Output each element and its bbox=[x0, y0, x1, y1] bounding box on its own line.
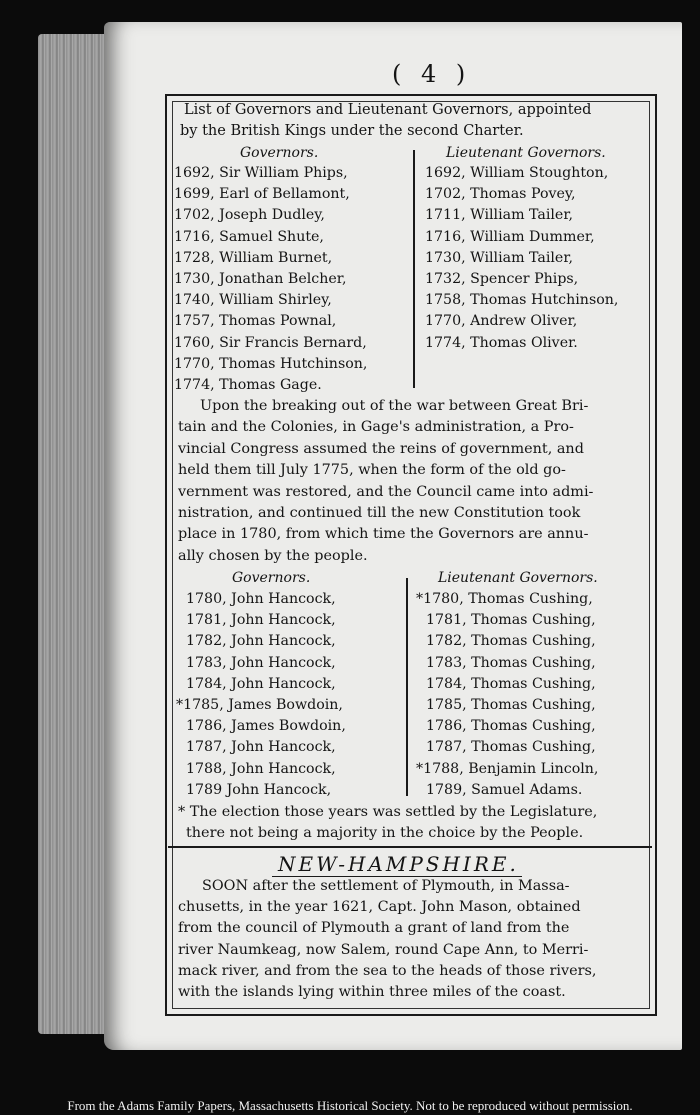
paragraph-line: with the islands lying within three miles of the coast. bbox=[178, 984, 566, 1001]
list-item: 1781, John Hancock, bbox=[186, 612, 336, 629]
paragraph-line: mack river, and from the sea to the heads of those rivers, bbox=[178, 962, 597, 979]
column-divider bbox=[413, 150, 415, 388]
copyright-footer: From the Adams Family Papers, Massachusetts Historical Society. Not to be reproduced without permission. bbox=[67, 1098, 633, 1113]
list-item: 1711, William Tailer, bbox=[425, 207, 574, 224]
list-item: 1787, John Hancock, bbox=[186, 739, 336, 756]
paragraph-line: place in 1780, from which time the Governors are annu- bbox=[178, 526, 589, 543]
list-item: 1784, Thomas Cushing, bbox=[426, 675, 596, 692]
list-item: 1760, Sir Francis Bernard, bbox=[174, 334, 367, 351]
paragraph-line: Upon the breaking out of the war between Great Bri- bbox=[200, 398, 589, 414]
list-item: 1789 John Hancock, bbox=[186, 781, 332, 798]
paragraph-line: chusetts, in the year 1621, Capt. John Mason, obtained bbox=[178, 899, 581, 916]
footnote-line: there not being a majority in the choice by the People. bbox=[186, 825, 584, 841]
list-item: 1770, Andrew Oliver, bbox=[425, 313, 578, 330]
list-item: 1757, Thomas Pownal, bbox=[174, 313, 337, 330]
governors-heading: Governors. bbox=[240, 145, 319, 161]
lt-governors-heading: Lieutenant Governors. bbox=[446, 145, 606, 161]
paragraph-line: vernment was restored, and the Council came into admi- bbox=[178, 483, 594, 500]
list-item: 1782, John Hancock, bbox=[186, 633, 336, 650]
footnote-line: * The election those years was settled by the Legislature, bbox=[178, 804, 598, 820]
list-item: 1732, Spencer Phips, bbox=[425, 271, 579, 288]
book-page-edges bbox=[38, 34, 110, 1034]
list-item: 1692, William Stoughton, bbox=[425, 165, 609, 181]
paragraph-line: nistration, and continued till the new Constitution took bbox=[178, 505, 581, 522]
list-item: *1788, Benjamin Lincoln, bbox=[416, 760, 599, 777]
page-number: ( 4 ) bbox=[392, 60, 472, 88]
paragraph-line: tain and the Colonies, in Gage's administration, a Pro- bbox=[178, 419, 574, 436]
paragraph-line: river Naumkeag, now Salem, round Cape Ann, to Merri- bbox=[178, 941, 589, 958]
lt-governors-list-1 bbox=[425, 163, 618, 354]
paragraph-new-hampshire bbox=[178, 876, 597, 1003]
list-item: 1728, William Burnet, bbox=[174, 249, 333, 266]
lt-governors-heading: Lieutenant Governors. bbox=[438, 570, 598, 586]
list-item: 1783, John Hancock, bbox=[186, 654, 336, 671]
list-item: 1699, Earl of Bellamont, bbox=[174, 186, 350, 203]
section-heading: NEW-HAMPSHIRE. bbox=[278, 852, 519, 876]
list-item: 1702, Joseph Dudley, bbox=[174, 207, 325, 224]
list-item: 1774, Thomas Gage. bbox=[174, 377, 322, 394]
title-line: List of Governors and Lieutenant Governors, appointed bbox=[184, 102, 592, 118]
list-item: 1730, Jonathan Belcher, bbox=[174, 271, 347, 288]
column-divider bbox=[406, 578, 408, 796]
list-item: 1787, Thomas Cushing, bbox=[426, 739, 596, 756]
list-item: *1785, James Bowdoin, bbox=[176, 697, 343, 714]
paragraph-line: SOON after the settlement of Plymouth, in Massa- bbox=[202, 878, 570, 894]
governors-list-2 bbox=[176, 589, 346, 801]
list-item: 1730, William Tailer, bbox=[425, 249, 574, 266]
list-item: 1781, Thomas Cushing, bbox=[426, 612, 596, 629]
list-title bbox=[180, 100, 592, 142]
title-line: by the British Kings under the second Charter. bbox=[180, 123, 524, 139]
list-item: 1692, Sir William Phips, bbox=[174, 165, 348, 181]
list-item: 1786, Thomas Cushing, bbox=[426, 718, 596, 735]
list-item: 1783, Thomas Cushing, bbox=[426, 654, 596, 671]
paragraph-line: vincial Congress assumed the reins of government, and bbox=[178, 440, 584, 457]
list-item: 1780, John Hancock, bbox=[186, 591, 336, 607]
paragraph-revolution bbox=[178, 396, 593, 567]
list-item: 1770, Thomas Hutchinson, bbox=[174, 355, 368, 372]
footnote bbox=[178, 802, 597, 844]
list-item: 1702, Thomas Povey, bbox=[425, 186, 576, 203]
list-item: 1782, Thomas Cushing, bbox=[426, 633, 596, 650]
list-item: *1780, Thomas Cushing, bbox=[416, 591, 593, 607]
paragraph-line: from the council of Plymouth a grant of land from the bbox=[178, 920, 570, 937]
list-item: 1716, William Dummer, bbox=[425, 228, 595, 245]
lt-governors-list-2 bbox=[416, 589, 598, 801]
list-item: 1786, James Bowdoin, bbox=[186, 718, 346, 735]
list-item: 1789, Samuel Adams. bbox=[426, 781, 583, 798]
list-item: 1784, John Hancock, bbox=[186, 675, 336, 692]
governors-list-1 bbox=[174, 163, 367, 396]
list-item: 1716, Samuel Shute, bbox=[174, 228, 324, 245]
section-rule bbox=[168, 846, 652, 848]
list-item: 1740, William Shirley, bbox=[174, 292, 332, 309]
list-item: 1785, Thomas Cushing, bbox=[426, 697, 596, 714]
list-item: 1788, John Hancock, bbox=[186, 760, 336, 777]
list-item: 1758, Thomas Hutchinson, bbox=[425, 292, 619, 309]
list-item: 1774, Thomas Oliver. bbox=[425, 334, 578, 351]
paragraph-line: held them till July 1775, when the form of the old go- bbox=[178, 462, 566, 479]
governors-heading: Governors. bbox=[232, 570, 311, 586]
paragraph-line: ally chosen by the people. bbox=[178, 547, 368, 564]
